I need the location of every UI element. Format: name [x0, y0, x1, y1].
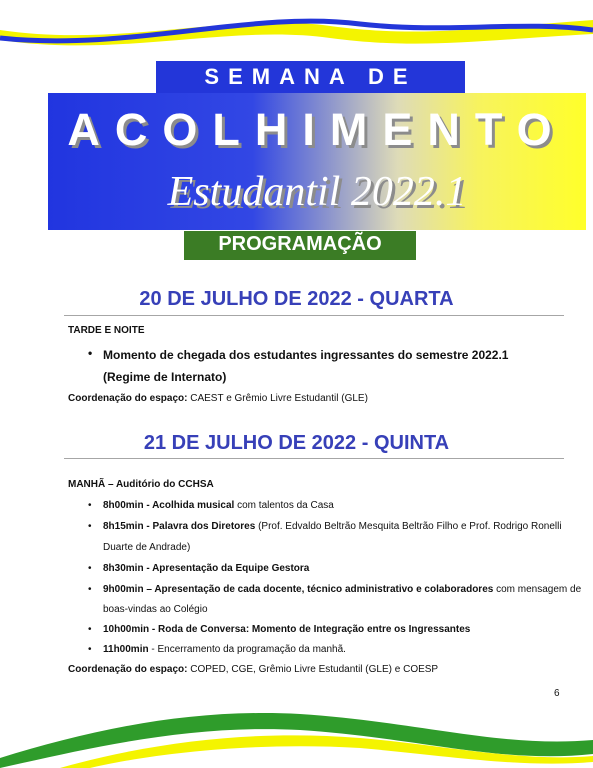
day1-item-line2: (Regime de Internato)	[103, 370, 227, 384]
schedule-item: 9h00min – Apresentação de cada docente, técnico administrativo e colaboradores com mensagem de	[103, 584, 582, 595]
programacao-label: PROGRAMAÇÃO	[218, 233, 382, 255]
title-line-1: SEMANA DE	[204, 64, 417, 89]
schedule-item: 11h00min - Encerramento da programação da manhã.	[103, 644, 346, 655]
page-number: 6	[554, 688, 560, 699]
title-line-3: Estudantil 2022.1	[167, 169, 467, 215]
coordination-label: Coordenação do espaço:	[68, 393, 188, 404]
day1-divider	[64, 315, 564, 316]
bullet-icon: •	[88, 521, 92, 532]
top-wave-decoration	[0, 0, 593, 60]
title-line-2: ACOLHIMENTO	[67, 104, 567, 155]
bottom-wave-decoration	[0, 700, 593, 768]
schedule-item-continuation: boas-vindas ao Colégio	[103, 604, 208, 615]
day2-coordination	[68, 664, 438, 675]
coordination-text: COPED, CGE, Grêmio Livre Estudantil (GLE) e COESP	[190, 664, 439, 675]
bullet-icon: •	[88, 584, 92, 595]
coordination-label: Coordenação do espaço:	[68, 664, 188, 675]
day2-period: MANHÃ – Auditório do CCHSA	[68, 479, 214, 490]
day1-coordination	[68, 393, 368, 404]
bullet-icon: •	[88, 563, 92, 574]
schedule-item-continuation: Duarte de Andrade)	[103, 542, 191, 553]
schedule-item: 8h00min - Acolhida musical com talentos da Casa	[103, 500, 334, 511]
bullet-icon: •	[88, 644, 92, 655]
day2-heading: 21 DE JULHO DE 2022 - QUINTA	[143, 432, 450, 454]
day1-item-line1: Momento de chegada dos estudantes ingressantes do semestre 2022.1	[103, 348, 509, 362]
bullet-icon: •	[88, 624, 92, 635]
day1-heading: 20 DE JULHO DE 2022 - QUARTA	[139, 288, 454, 310]
coordination-text: CAEST e Grêmio Livre Estudantil (GLE)	[190, 393, 368, 404]
day1-period: TARDE E NOITE	[68, 325, 145, 336]
day2-divider	[64, 458, 564, 459]
bullet-icon: •	[88, 500, 92, 511]
schedule-item: 10h00min - Roda de Conversa: Momento de Integração entre os Ingressantes	[103, 624, 471, 635]
schedule-item: 8h15min - Palavra dos Diretores (Prof. Edvaldo Beltrão Mesquita Beltrão Filho e Prof. Rodrigo Ronelli	[103, 521, 562, 532]
bullet-icon: •	[88, 346, 93, 360]
schedule-item: 8h30min - Apresentação da Equipe Gestora	[103, 563, 310, 574]
